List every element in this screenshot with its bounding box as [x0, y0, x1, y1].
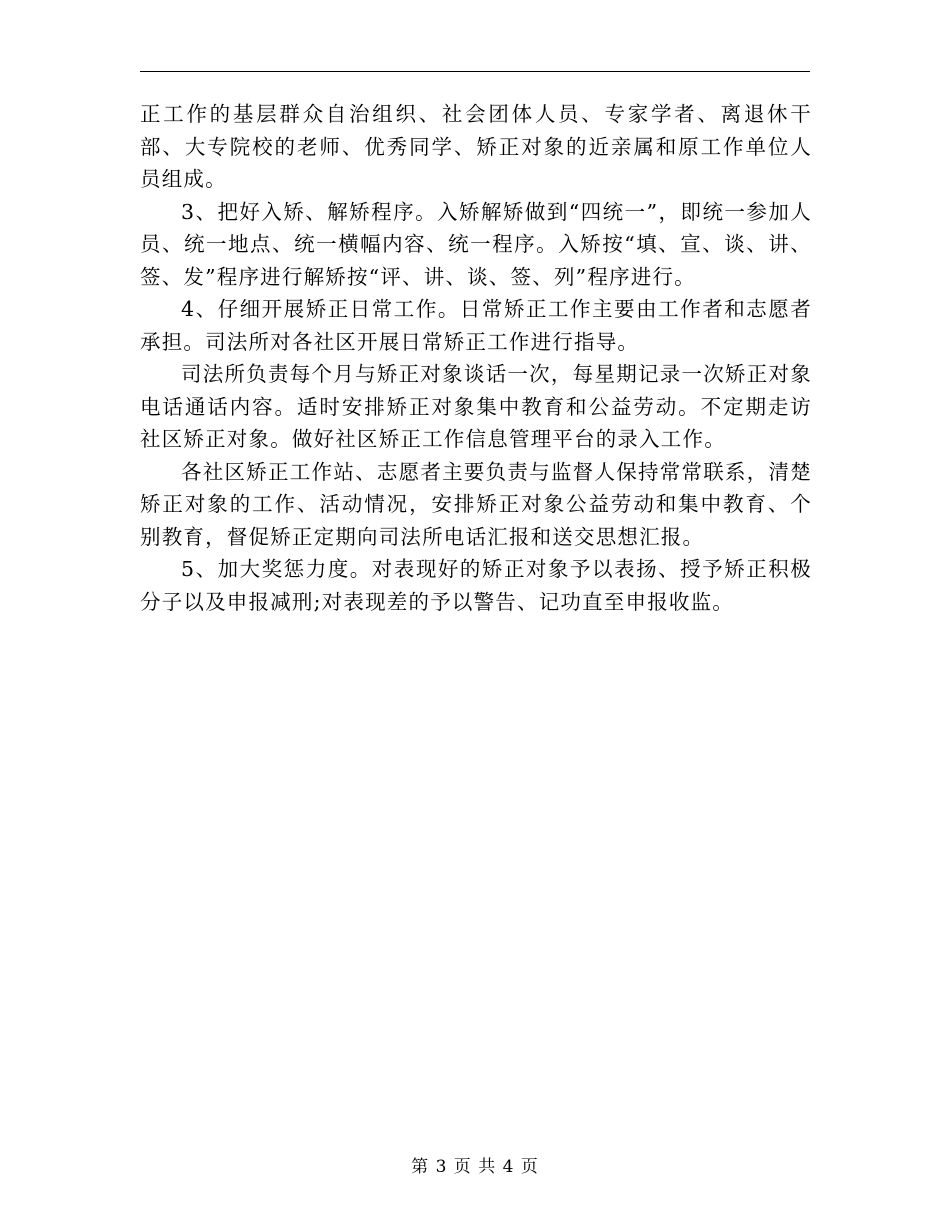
paragraph-3: 4、仔细开展矫正日常工作。日常矫正工作主要由工作者和志愿者承担。司法所对各社区开展日常矫正工作进行指导。 — [140, 297, 812, 354]
paragraph-2: 3、把好入矫、解矫程序。入矫解矫做到“四统一”，即统一参加人员、统一地点、统一横幅内容、统一程序。入矫按“填、宣、谈、讲、签、发”程序进行解矫按“评、讲、谈、签、列”程序进行。 — [140, 199, 812, 289]
paragraph-6: 5、加大奖惩力度。对表现好的矫正对象予以表扬、授予矫正积极分子以及申报减刑;对表现差的予以警告、记功直至申报收监。 — [140, 557, 812, 614]
paragraph-5: 各社区矫正工作站、志愿者主要负责与监督人保持常常联系，清楚矫正对象的工作、活动情况，安排矫正对象公益劳动和集中教育、个别教育，督促矫正定期向司法所电话汇报和送交思想汇报。 — [140, 459, 812, 549]
document-body — [140, 98, 812, 618]
page-number-footer: 第 3 页 共 4 页 — [411, 1157, 539, 1177]
paragraph-4: 司法所负责每个月与矫正对象谈话一次，每星期记录一次矫正对象电话通话内容。适时安排矫正对象集中教育和公益劳动。不定期走访社区矫正对象。做好社区矫正工作信息管理平台的录入工作。 — [140, 362, 812, 451]
header-rule — [140, 71, 810, 72]
paragraph-1: 正工作的基层群众自治组织、社会团体人员、专家学者、离退休干部、大专院校的老师、优秀同学、矫正对象的近亲属和原工作单位人员组成。 — [140, 102, 812, 191]
